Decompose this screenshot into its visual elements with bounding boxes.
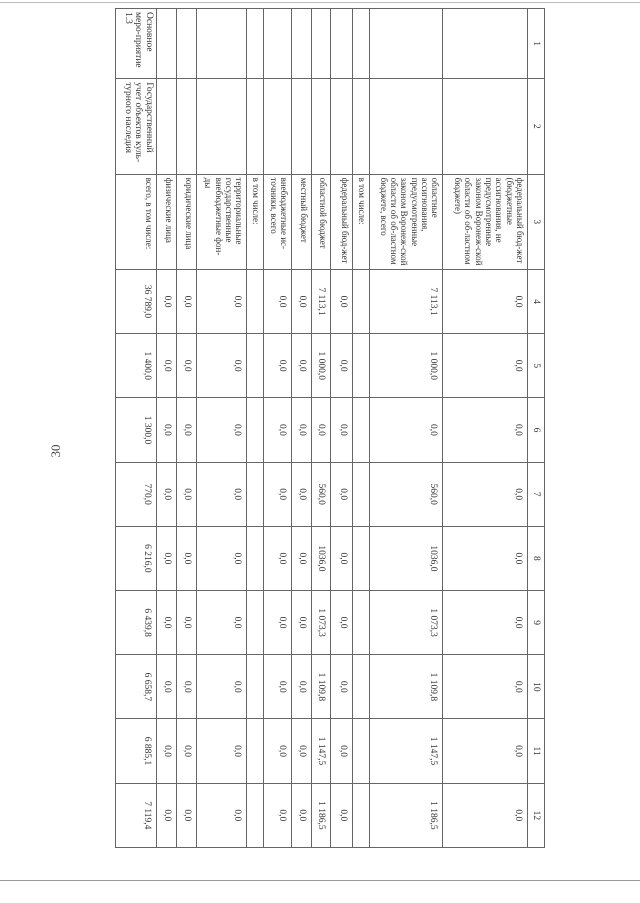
- value-cell: 0,0: [157, 526, 177, 590]
- value-cell: 6 885,1: [116, 719, 157, 783]
- value-cell: 0,0: [331, 462, 353, 526]
- table-row: [196, 9, 247, 848]
- value-cell: 0,0: [176, 398, 196, 462]
- value-cell: 1036,0: [311, 526, 331, 590]
- value-cell: 6 439,8: [116, 591, 157, 655]
- scan-edge-bottom: [0, 880, 640, 881]
- value-cell: 0,0: [264, 719, 292, 783]
- value-cell: 1036,0: [370, 526, 443, 590]
- page-number: 30: [48, 444, 63, 458]
- program-name-cell: [264, 79, 292, 174]
- column-header-8: 8: [528, 526, 545, 590]
- funding-source-cell: внебюджетные ис-точники, всего: [264, 174, 292, 269]
- table-row: [292, 9, 312, 848]
- column-header-10: 10: [528, 655, 545, 719]
- value-cell: [247, 526, 264, 590]
- value-cell: 0,0: [292, 334, 312, 398]
- value-cell: 1 073,3: [311, 591, 331, 655]
- table-row: [116, 9, 157, 848]
- value-cell: 0,0: [292, 526, 312, 590]
- value-cell: [247, 783, 264, 847]
- value-cell: [353, 526, 370, 590]
- value-cell: 1 186,5: [311, 783, 331, 847]
- value-cell: 0,0: [443, 334, 528, 398]
- column-header-1: 1: [528, 9, 545, 79]
- program-name-cell: [443, 79, 528, 174]
- value-cell: 0,0: [331, 655, 353, 719]
- value-cell: 0,0: [264, 526, 292, 590]
- value-cell: [247, 334, 264, 398]
- column-header-6: 6: [528, 398, 545, 462]
- value-cell: 7 119,4: [116, 783, 157, 847]
- funding-source-cell: юридические лица: [176, 174, 196, 269]
- value-cell: 560,0: [311, 462, 331, 526]
- value-cell: 0,0: [264, 398, 292, 462]
- value-cell: 0,0: [196, 462, 247, 526]
- value-cell: 0,0: [176, 783, 196, 847]
- header-row: [528, 9, 545, 848]
- activity-cell: [370, 9, 443, 79]
- program-name-cell: [247, 79, 264, 174]
- budget-table: [115, 8, 545, 848]
- value-cell: 0,0: [157, 719, 177, 783]
- value-cell: 0,0: [196, 269, 247, 333]
- activity-cell: [196, 9, 247, 79]
- value-cell: 0,0: [331, 334, 353, 398]
- value-cell: 0,0: [264, 334, 292, 398]
- table-row: [157, 9, 177, 848]
- value-cell: 7 113,1: [311, 269, 331, 333]
- activity-cell: Основное меро-приятие 1.3: [116, 9, 157, 79]
- value-cell: 0,0: [264, 269, 292, 333]
- value-cell: 0,0: [443, 462, 528, 526]
- value-cell: [247, 269, 264, 333]
- activity-cell: [331, 9, 353, 79]
- value-cell: [353, 655, 370, 719]
- value-cell: 0,0: [292, 462, 312, 526]
- value-cell: 770,0: [116, 462, 157, 526]
- program-name-cell: [196, 79, 247, 174]
- value-cell: 1 186,5: [370, 783, 443, 847]
- value-cell: 0,0: [264, 591, 292, 655]
- funding-source-cell: местный бюджет: [292, 174, 312, 269]
- value-cell: 0,0: [292, 269, 312, 333]
- value-cell: 0,0: [196, 334, 247, 398]
- value-cell: 0,0: [157, 398, 177, 462]
- program-name-cell: [292, 79, 312, 174]
- value-cell: 0,0: [157, 655, 177, 719]
- column-header-12: 12: [528, 783, 545, 847]
- value-cell: 0,0: [443, 526, 528, 590]
- activity-cell: [443, 9, 528, 79]
- rotated-table-container: [115, 8, 545, 848]
- value-cell: [353, 269, 370, 333]
- value-cell: 6 658,7: [116, 655, 157, 719]
- value-cell: 0,0: [157, 591, 177, 655]
- value-cell: 0,0: [196, 655, 247, 719]
- value-cell: 7 113,1: [370, 269, 443, 333]
- funding-source-cell: территориальные государственные внебюджетные фон-ды: [196, 174, 247, 269]
- table-body: [116, 9, 528, 848]
- activity-cell: [264, 9, 292, 79]
- value-cell: 0,0: [370, 398, 443, 462]
- program-name-cell: [331, 79, 353, 174]
- value-cell: [353, 462, 370, 526]
- value-cell: [247, 719, 264, 783]
- column-header-9: 9: [528, 591, 545, 655]
- value-cell: 0,0: [443, 655, 528, 719]
- value-cell: 0,0: [176, 269, 196, 333]
- value-cell: 0,0: [443, 398, 528, 462]
- program-name-cell: [157, 79, 177, 174]
- value-cell: 0,0: [443, 591, 528, 655]
- program-name-cell: [311, 79, 331, 174]
- program-name-cell: [176, 79, 196, 174]
- value-cell: [353, 398, 370, 462]
- value-cell: [247, 655, 264, 719]
- funding-source-cell: физические лица: [157, 174, 177, 269]
- value-cell: 6 216,0: [116, 526, 157, 590]
- funding-source-cell: областной бюджет: [311, 174, 331, 269]
- column-header-7: 7: [528, 462, 545, 526]
- value-cell: 0,0: [157, 269, 177, 333]
- column-header-5: 5: [528, 334, 545, 398]
- value-cell: [247, 591, 264, 655]
- value-cell: 36 789,0: [116, 269, 157, 333]
- value-cell: 0,0: [443, 269, 528, 333]
- value-cell: 1 000,0: [311, 334, 331, 398]
- table-row: [443, 9, 528, 848]
- value-cell: 0,0: [196, 526, 247, 590]
- value-cell: 0,0: [331, 591, 353, 655]
- value-cell: 0,0: [292, 398, 312, 462]
- value-cell: 0,0: [176, 334, 196, 398]
- value-cell: 0,0: [264, 655, 292, 719]
- table-row: [247, 9, 264, 848]
- value-cell: 1 400,0: [116, 334, 157, 398]
- value-cell: 0,0: [264, 462, 292, 526]
- value-cell: 0,0: [331, 269, 353, 333]
- activity-cell: [176, 9, 196, 79]
- funding-source-cell: областные ассигнования, предусмотренные законом Воронеж-ской области об об-ластном бюджете, всего: [370, 174, 443, 269]
- program-name-cell: [370, 79, 443, 174]
- value-cell: 0,0: [331, 398, 353, 462]
- value-cell: 0,0: [176, 462, 196, 526]
- column-header-3: 3: [528, 174, 545, 269]
- value-cell: 0,0: [176, 526, 196, 590]
- value-cell: 0,0: [264, 783, 292, 847]
- value-cell: 0,0: [196, 783, 247, 847]
- value-cell: [247, 462, 264, 526]
- value-cell: 0,0: [443, 719, 528, 783]
- activity-cell: [311, 9, 331, 79]
- value-cell: 0,0: [311, 398, 331, 462]
- activity-cell: [247, 9, 264, 79]
- value-cell: [247, 398, 264, 462]
- value-cell: [353, 334, 370, 398]
- value-cell: 0,0: [292, 783, 312, 847]
- value-cell: 1 300,0: [116, 398, 157, 462]
- value-cell: 0,0: [292, 655, 312, 719]
- funding-source-cell: всего, в том числе:: [116, 174, 157, 269]
- value-cell: 0,0: [292, 719, 312, 783]
- value-cell: 0,0: [157, 334, 177, 398]
- column-header-4: 4: [528, 269, 545, 333]
- value-cell: [353, 783, 370, 847]
- value-cell: 0,0: [176, 591, 196, 655]
- value-cell: 0,0: [157, 462, 177, 526]
- value-cell: 0,0: [331, 719, 353, 783]
- activity-cell: [353, 9, 370, 79]
- value-cell: 0,0: [157, 783, 177, 847]
- value-cell: 0,0: [176, 719, 196, 783]
- value-cell: 1 000,0: [370, 334, 443, 398]
- program-name-cell: [353, 79, 370, 174]
- value-cell: 0,0: [292, 591, 312, 655]
- table-row: [176, 9, 196, 848]
- value-cell: 0,0: [443, 783, 528, 847]
- program-name-cell: Государственный учет объектов куль-турного наследия: [116, 79, 157, 174]
- value-cell: [353, 719, 370, 783]
- funding-source-cell: в том числе:: [353, 174, 370, 269]
- funding-source-cell: федеральный бюд-жет (бюджетные ассигнования, не предусмотренные законом Воронеж-ской области об об-ластном бюджете): [443, 174, 528, 269]
- table-row: [370, 9, 443, 848]
- value-cell: 0,0: [176, 655, 196, 719]
- value-cell: 1 109,8: [370, 655, 443, 719]
- column-header-11: 11: [528, 719, 545, 783]
- activity-cell: [292, 9, 312, 79]
- funding-source-cell: федеральный бюд-жет: [331, 174, 353, 269]
- value-cell: 1 147,5: [370, 719, 443, 783]
- value-cell: 1 109,8: [311, 655, 331, 719]
- value-cell: 0,0: [196, 591, 247, 655]
- funding-source-cell: в том числе:: [247, 174, 264, 269]
- table-row: [331, 9, 353, 848]
- value-cell: 0,0: [331, 526, 353, 590]
- activity-cell: [157, 9, 177, 79]
- value-cell: 0,0: [196, 719, 247, 783]
- value-cell: 1 073,3: [370, 591, 443, 655]
- value-cell: 0,0: [331, 783, 353, 847]
- value-cell: 1 147,5: [311, 719, 331, 783]
- value-cell: [353, 591, 370, 655]
- value-cell: 0,0: [196, 398, 247, 462]
- column-header-2: 2: [528, 79, 545, 174]
- table-row: [311, 9, 331, 848]
- scan-edge-top: [0, 2, 640, 3]
- table-row: [264, 9, 292, 848]
- value-cell: 560,0: [370, 462, 443, 526]
- table-row: [353, 9, 370, 848]
